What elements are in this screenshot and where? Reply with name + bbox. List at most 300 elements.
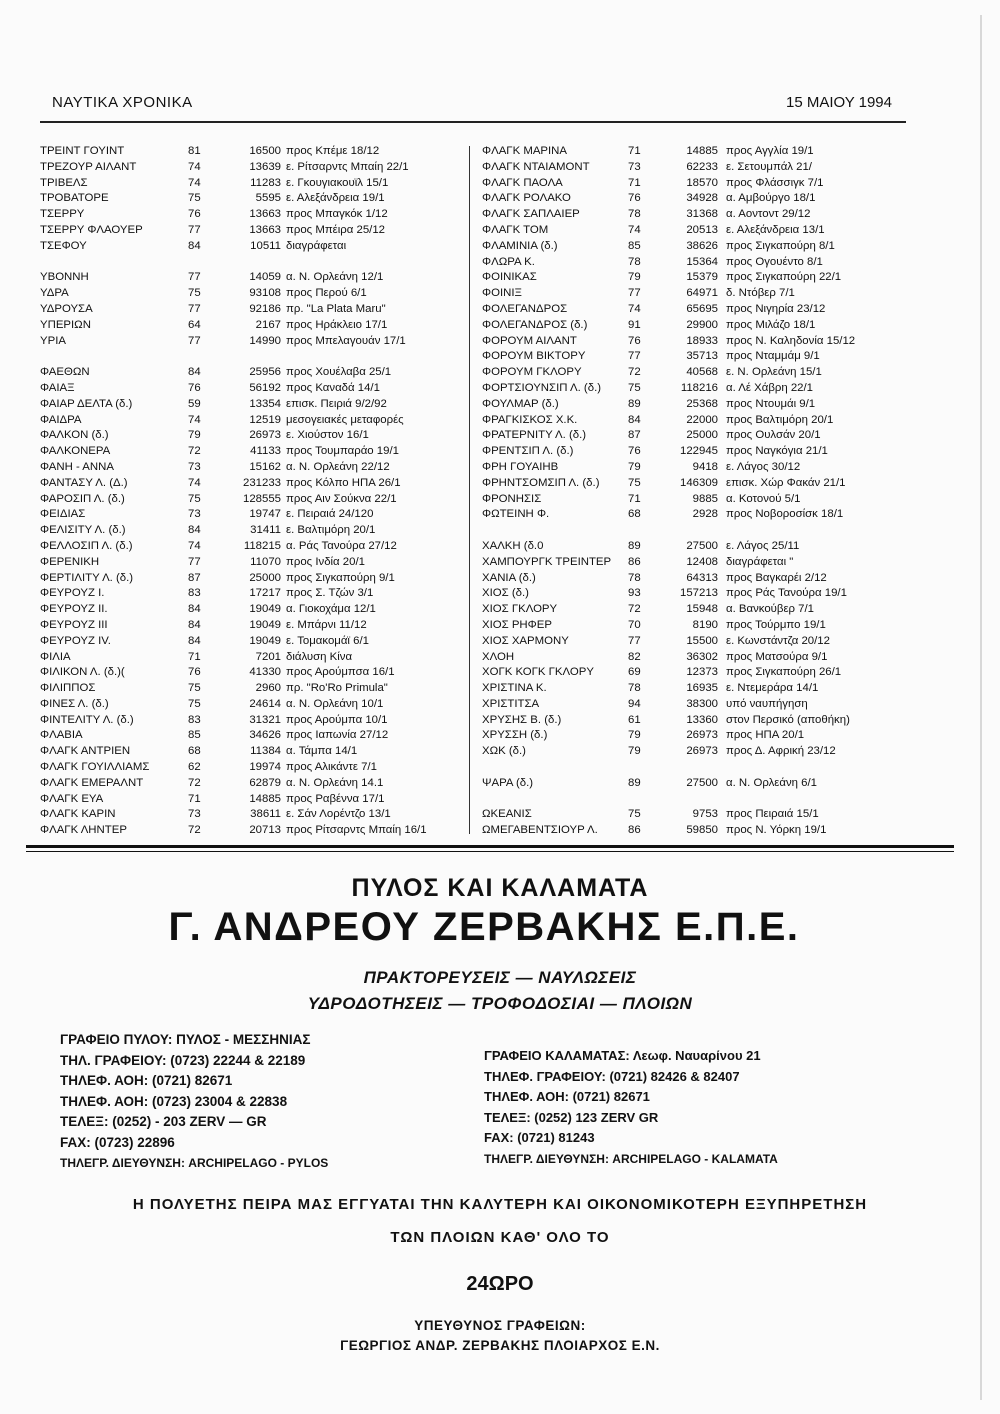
ship-tonnage: 25956	[249, 366, 281, 379]
ship-row	[38, 682, 463, 698]
ship-row	[476, 682, 906, 698]
ship-name: ΦΛΑΓΚ ΓΟΥΙΛΛΙΑΜΣ	[40, 761, 150, 774]
ship-name: ΦΑΙΔΡΑ	[40, 413, 82, 426]
ship-name: ΥΔΡΟΥΣΑ	[40, 302, 93, 315]
ship-tonnage: 146309	[679, 476, 718, 489]
ship-row	[476, 603, 906, 619]
ship-name: ΧΙΟΣ (δ.)	[482, 587, 529, 600]
ship-tonnage: 14990	[249, 334, 281, 347]
ship-row	[38, 382, 463, 398]
ship-row	[38, 445, 463, 461]
ship-tonnage: 15379	[686, 271, 718, 284]
ship-year: 71	[628, 145, 641, 157]
ship-row	[38, 398, 463, 414]
ship-name: ΦΙΝΕΣ Λ. (δ.)	[40, 697, 109, 710]
advert-hours: 24ΩΡΟ	[466, 1273, 534, 1295]
ship-row	[476, 366, 906, 382]
ship-year: 94	[628, 697, 641, 710]
ship-tonnage: 15948	[686, 603, 718, 616]
ship-row	[476, 319, 906, 335]
ship-row	[38, 698, 463, 714]
ship-tonnage: 22000	[686, 413, 718, 426]
ship-year: 87	[188, 571, 201, 584]
ship-row	[38, 192, 463, 208]
ship-year: 79	[628, 460, 641, 473]
ship-row	[476, 729, 906, 745]
ship-row	[38, 414, 463, 430]
ship-tonnage: 13360	[686, 713, 718, 726]
ship-name: ΦΕΡΕΝΙΚΗ	[40, 555, 100, 568]
ship-name: ΦΙΝΤΕΛΙΤΥ Λ. (δ.)	[40, 713, 134, 726]
ship-name: ΦΟΡΟΥΜ ΒΙΚΤΟΡΥ	[482, 350, 586, 363]
ship-row	[476, 398, 906, 414]
ship-year: 77	[188, 334, 201, 347]
ship-name: ΦΟΙΝΙΚΑΣ	[482, 271, 537, 284]
ship-name: ΦΛΑΜΙΝΙΑ (δ.)	[482, 239, 558, 252]
list-gap	[38, 256, 463, 272]
ship-year: 74	[188, 539, 201, 552]
ship-tonnage: 11070	[250, 555, 281, 568]
ship-status: ε. Αλεξάνδρεια 13/1	[726, 223, 825, 236]
ship-name: ΦΑΙΑΞ	[40, 381, 75, 394]
ship-year: 76	[628, 445, 641, 458]
ship-year: 82	[628, 650, 641, 663]
ship-tonnage: 7201	[255, 650, 281, 663]
ship-name: ΦΑΛΚΟΝ (δ.)	[40, 429, 109, 442]
ship-row	[38, 635, 463, 651]
ship-year: 85	[628, 239, 641, 252]
ship-status: προς Αρούμπσα 16/1	[286, 666, 395, 679]
issue-date: 15 ΜΑΙΟΥ 1994	[786, 94, 892, 111]
publication-title: ΝΑΥΤΙΚΑ ΧΡΟΝΙΚΑ	[52, 94, 193, 111]
ship-tonnage: 13354	[249, 397, 281, 410]
ship-year: 75	[188, 287, 201, 300]
ship-row	[38, 303, 463, 319]
ship-year: 76	[188, 208, 201, 221]
ship-year: 76	[188, 381, 201, 394]
ship-name: ΦΑΝΗ - ΑΝΝΑ	[40, 460, 114, 473]
ship-status: προς Ηράκλειο 17/1	[286, 318, 388, 331]
ship-status: προς Τούρμπο 19/1	[726, 618, 826, 631]
ship-name: ΦΙΛΙΑ	[40, 650, 71, 663]
ship-row	[476, 287, 906, 303]
ship-year: 75	[628, 476, 641, 489]
ship-row	[38, 493, 463, 509]
ship-name: ΧΙΟΣ ΧΑΡΜΟΝΥ	[482, 634, 569, 647]
ship-name: ΤΡΟΒΑΤΟΡΕ	[40, 192, 109, 205]
ship-status: προς Ματσούρα 9/1	[726, 650, 828, 663]
ship-row	[476, 824, 906, 840]
ship-year: 62	[188, 761, 201, 774]
ship-status: προς Ογουέντο 8/1	[726, 255, 823, 268]
ship-status: ε. Λάγος 25/11	[726, 539, 800, 552]
ship-row	[476, 461, 906, 477]
ship-name: ΤΣΕΡΡΥ ΦΛΑΟΥΕΡ	[40, 223, 143, 236]
ship-name: ΧΛΟΗ	[482, 650, 515, 663]
ship-year: 71	[188, 650, 201, 663]
ship-status: δ. Ντόβερ 7/1	[726, 287, 795, 300]
ship-name: ΦΑΕΘΩΝ	[40, 366, 90, 379]
ship-tonnage: 34626	[249, 729, 281, 742]
header-rule	[40, 121, 906, 123]
ship-name: ΦΕΛΛΟΣΙΠ Λ. (δ.)	[40, 539, 133, 552]
ship-name: ΥΒΟΝΝΗ	[40, 271, 89, 284]
ship-name: ΤΣΕΦΟΥ	[40, 239, 87, 252]
ship-status: προς Σ. Τζών 3/1	[286, 587, 374, 600]
ship-row	[38, 777, 463, 793]
ship-tonnage: 41330	[249, 666, 281, 679]
ship-year: 75	[188, 697, 201, 710]
ship-year: 74	[188, 176, 201, 189]
ship-year: 89	[628, 539, 641, 552]
ship-tonnage: 64313	[686, 571, 718, 584]
ship-status: προς Περού 6/1	[286, 287, 367, 300]
ship-year: 77	[188, 555, 201, 568]
ship-row	[476, 651, 906, 667]
ship-year: 87	[628, 429, 641, 442]
ship-tonnage: 16935	[686, 682, 718, 695]
ship-name: ΦΛΑΓΚ ΠΑΟΛΑ	[482, 176, 563, 189]
ship-row	[476, 224, 906, 240]
ship-name: ΦΛΑΓΚ ΑΝΤΡΙΕΝ	[40, 745, 131, 758]
ship-year: 68	[188, 745, 201, 758]
ship-tonnage: 24614	[249, 697, 281, 710]
ship-year: 83	[188, 587, 201, 600]
ship-year: 84	[188, 366, 201, 379]
office-kalamata-line: ΤΕΛΕΞ: (0252) 123 ZERV GR	[484, 1109, 659, 1125]
ship-name: ΦΕΥΡΟΥΖ ΙΙΙ	[40, 618, 108, 631]
ship-status: α. Λέ Χάβρη 22/1	[726, 381, 814, 394]
ship-name: ΦΑΛΚΟΝΕΡΑ	[40, 445, 111, 458]
ship-row	[476, 240, 906, 256]
ship-name: ΦΡΕΝΤΣΙΠ Λ. (δ.)	[482, 445, 574, 458]
ship-status: ε. Μπάρνι 11/12	[286, 618, 367, 631]
ship-status: ε. Γκουγιακουϊλ 15/1	[286, 176, 389, 189]
ship-status: ε. Πειραιά 24/120	[286, 508, 374, 521]
ship-name: ΦΡΗ ΓΟΥΑΙΗΒ	[482, 460, 559, 473]
ship-tonnage: 2928	[692, 508, 718, 521]
ship-tonnage: 92186	[249, 302, 281, 315]
ship-status: στον Περσικό (αποθήκη)	[726, 713, 850, 726]
ship-row	[38, 572, 463, 588]
ship-year: 86	[628, 824, 641, 837]
ship-tonnage: 62233	[686, 160, 718, 173]
list-gap	[476, 524, 906, 540]
ship-status: προς Τουμπαράο 19/1	[286, 445, 399, 458]
ship-tonnage: 18570	[686, 176, 718, 189]
ship-name: ΧΙΟΣ ΓΚΛΟΡΥ	[482, 603, 558, 616]
ship-row	[476, 556, 906, 572]
ship-list-right-column	[476, 145, 906, 840]
ship-year: 78	[628, 571, 641, 584]
ship-name: ΦΟΡΤΣΙΟΥΝΣΙΠ Λ. (δ.)	[482, 381, 602, 394]
ship-tonnage: 17217	[249, 587, 281, 600]
ship-tonnage: 11384	[250, 745, 281, 758]
ship-name: ΦΑΙΑΡ ΔΕΛΤΑ (δ.)	[40, 397, 133, 410]
office-kalamata-block	[484, 1046, 778, 1169]
office-pylos-line: FAX: (0723) 22896	[60, 1134, 175, 1150]
ship-year: 84	[188, 618, 201, 631]
ship-status: ε. Ντεμεράρα 14/1	[726, 682, 819, 695]
ship-name: ΥΠΕΡΙΩΝ	[40, 318, 91, 331]
ship-tonnage: 27500	[686, 539, 718, 552]
ship-status: προς Νοβοροσίσκ 18/1	[726, 508, 844, 521]
ship-status: α. Τάμπα 14/1	[286, 745, 358, 758]
ship-year: 69	[628, 666, 641, 679]
ship-year: 77	[628, 287, 641, 300]
ship-year: 78	[628, 255, 641, 268]
ship-status: προς Μιλάζο 18/1	[726, 318, 816, 331]
office-kalamata-line: ΤΗΛΕΓΡ. ΔΙΕΥΘΥΝΣΗ: ARCHIPELAGO - KALAMATA	[484, 1151, 778, 1166]
ship-tonnage: 93108	[249, 287, 281, 300]
ship-status: ε. Τομακομάϊ 6/1	[286, 634, 369, 647]
ship-row	[38, 619, 463, 635]
ship-row	[476, 192, 906, 208]
ship-status: α. Βανκούβερ 7/1	[726, 603, 815, 616]
ship-status: α. Γιοκοχάμα 12/1	[286, 603, 376, 616]
ship-row	[476, 271, 906, 287]
ship-tonnage: 31321	[249, 713, 281, 726]
ship-year: 73	[188, 460, 201, 473]
ship-year: 84	[188, 239, 201, 252]
ship-year: 93	[628, 587, 641, 600]
responsible-name: ΓΕΩΡΓΙΟΣ ΑΝΔΡ. ΖΕΡΒΑΚΗΣ ΠΛΟΙΑΡΧΟΣ Ε.Ν.	[340, 1338, 660, 1353]
office-pylos-line: ΤΗΛΕΦ. ΑΟΗ: (0723) 23004 & 22838	[60, 1093, 288, 1109]
ship-name: ΦΑΡΟΣΙΠ Λ. (δ.)	[40, 492, 125, 505]
ship-status: προς Σιγκαπούρη 8/1	[726, 239, 835, 252]
ship-status: ε. Κωνστάντζα 20/12	[726, 634, 830, 647]
ship-year: 83	[188, 713, 201, 726]
ship-status: προς Νιγηρία 23/12	[726, 302, 826, 315]
ship-status: προς Καναδά 14/1	[286, 381, 380, 394]
ship-tonnage: 27500	[686, 776, 718, 789]
ship-status: α. Ν. Ορλεάνη 10/1	[286, 697, 384, 710]
ship-tonnage: 36302	[686, 650, 718, 663]
ship-tonnage: 35713	[686, 350, 718, 363]
ship-name: ΦΟΛΕΓΑΝΔΡΟΣ	[482, 302, 568, 315]
ship-row	[476, 350, 906, 366]
advert-services-line-2: ΥΔΡΟΔΟΤΗΣΕΙΣ — ΤΡΟΦΟΔΟΣΙΑΙ — ΠΛΟΙΩΝ	[307, 994, 693, 1013]
ship-status: προς Αρούμπα 10/1	[286, 713, 388, 726]
ship-year: 84	[628, 413, 641, 426]
ship-status: α. Αοντοντ 29/12	[726, 208, 811, 221]
ship-tonnage: 31368	[686, 208, 718, 221]
ship-status: προς Ν. Υόρκη 19/1	[726, 824, 827, 837]
ship-status: προς Ραβέννα 17/1	[286, 792, 385, 805]
ship-row	[38, 240, 463, 256]
ship-tonnage: 13663	[249, 208, 281, 221]
ship-status: ε. Σετουμπάλ 21/	[726, 160, 812, 173]
ship-row	[38, 556, 463, 572]
ship-tonnage: 10511	[250, 239, 281, 252]
ship-row	[476, 619, 906, 635]
ship-year: 77	[188, 302, 201, 315]
ship-year: 72	[188, 445, 201, 458]
ship-row	[38, 429, 463, 445]
ship-row	[38, 540, 463, 556]
ship-name: ΩΚΕΑΝΙΣ	[482, 808, 532, 821]
ship-status: προς Κόλπο ΗΠΑ 26/1	[286, 476, 401, 489]
ship-row	[476, 540, 906, 556]
ship-status: μεσογειακές μεταφορές	[286, 413, 404, 426]
ship-tonnage: 14059	[249, 271, 281, 284]
ship-status: προς Σιγκαπούρη 26/1	[726, 666, 842, 679]
ship-year: 71	[628, 492, 641, 505]
ship-name: ΦΩΤΕΙΝΗ Φ.	[482, 508, 550, 521]
ship-tonnage: 38611	[250, 808, 281, 821]
ship-status: πρ. "La Plata Maru"	[286, 302, 386, 315]
ship-row	[476, 335, 906, 351]
ship-row	[476, 745, 906, 761]
ship-tonnage: 12519	[249, 413, 281, 426]
ship-tonnage: 118215	[243, 539, 281, 552]
responsible-label: ΥΠΕΥΘΥΝΟΣ ΓΡΑΦΕΙΩΝ:	[414, 1318, 586, 1333]
ship-name: ΦΛΑΓΚ ΡΟΛΑΚΟ	[482, 192, 571, 205]
advert-slogan-line-1: Η ΠΟΛΥΕΤΗΣ ΠΕΙΡΑ ΜΑΣ ΕΓΓΥΑΤΑΙ ΤΗΝ ΚΑΛΥΤΕΡΗ ΚΑΙ ΟΙΚΟΝΟΜΙΚΟΤΕΡΗ ΕΞΥΠΗΡΕΤΗΣΗ	[132, 1196, 868, 1213]
ship-year: 64	[188, 318, 201, 331]
ship-status: προς Ναγκόγια 21/1	[726, 445, 828, 458]
ship-status: α. Ν. Ορλεάνη 12/1	[286, 271, 384, 284]
ship-name: ΧΡΙΣΤΙΤΣΑ	[482, 697, 540, 710]
ship-status: ε. Βαλτιμόρη 20/1	[286, 524, 376, 537]
ship-row	[476, 698, 906, 714]
ship-status: προς Πειραιά 15/1	[726, 808, 819, 821]
ship-row	[476, 508, 906, 524]
ship-name: ΧΡΥΣΗΣ Β. (δ.)	[482, 713, 562, 726]
ship-row	[38, 477, 463, 493]
ship-row	[476, 587, 906, 603]
office-pylos-line: ΤΕΛΕΞ: (0252) - 203 ZERV — GR	[60, 1114, 267, 1129]
ship-year: 85	[188, 729, 201, 742]
ship-tonnage: 157213	[679, 587, 718, 600]
ship-status: α. Ράς Τανούρα 27/12	[286, 539, 397, 552]
ship-status: επισκ. Χώρ Φακάν 21/1	[726, 476, 846, 489]
ship-year: 74	[188, 413, 201, 426]
ship-tonnage: 26973	[686, 729, 718, 742]
office-pylos-line: ΤΗΛΕΓΡ. ΔΙΕΥΘΥΝΣΗ: ARCHIPELAGO - PYLOS	[60, 1156, 329, 1170]
ship-row	[38, 761, 463, 777]
ship-row	[38, 319, 463, 335]
ship-tonnage: 19049	[249, 618, 281, 631]
ship-year: 61	[628, 713, 641, 726]
ship-tonnage: 65695	[686, 302, 718, 315]
ship-row	[476, 777, 906, 793]
ship-year: 73	[628, 160, 641, 173]
ship-status: ε. Ρίτσαρντς Μπαίη 22/1	[286, 160, 409, 173]
ship-status: ε. Αλεξάνδρεια 19/1	[286, 192, 385, 205]
ship-tonnage: 14885	[249, 792, 281, 805]
ship-row	[476, 666, 906, 682]
ship-name: ΦΡΑΓΚΙΣΚΟΣ Χ.Κ.	[482, 413, 578, 426]
ship-year: 73	[188, 508, 201, 521]
ship-row	[38, 208, 463, 224]
ship-year: 91	[628, 318, 641, 331]
ship-year: 76	[628, 192, 641, 205]
ship-status: ε. Λάγος 30/12	[726, 460, 801, 473]
ship-status: διαγράφεται "	[726, 555, 794, 568]
ship-tonnage: 14885	[686, 145, 718, 157]
ship-year: 81	[188, 145, 201, 157]
ship-list-left-column	[38, 145, 463, 840]
ship-year: 77	[628, 634, 641, 647]
ship-tonnage: 128555	[242, 492, 281, 505]
ship-row	[476, 714, 906, 730]
ship-year: 68	[628, 508, 641, 521]
ship-name: ΦΕΥΡΟΥΖ ΙV.	[40, 634, 111, 647]
ship-row	[476, 635, 906, 651]
ship-row	[38, 287, 463, 303]
office-pylos-line: ΤΗΛΕΦ. ΑΟΗ: (0721) 82671	[60, 1073, 233, 1088]
office-kalamata-line: ΤΗΛΕΦ. ΑΟΗ: (0721) 82671	[484, 1089, 650, 1104]
ship-status: προς Μπέιρα 25/12	[286, 223, 386, 236]
ship-status: προς Μπαγκόκ 1/12	[286, 208, 388, 221]
ship-tonnage: 16500	[249, 145, 281, 157]
ship-tonnage: 19049	[249, 634, 281, 647]
ship-row	[38, 224, 463, 240]
ship-year: 75	[188, 492, 201, 505]
office-kalamata-line: ΤΗΛΕΦ. ΓΡΑΦΕΙΟΥ: (0721) 82426 & 82407	[484, 1068, 740, 1084]
ship-year: 77	[188, 223, 201, 236]
ship-name: ΦΟΥΛΜΑΡ (δ.)	[482, 397, 559, 410]
ship-row	[38, 366, 463, 382]
ship-row	[476, 145, 906, 161]
ship-row	[38, 461, 463, 477]
ship-status: α. Ν. Ορλεάνη 22/12	[286, 460, 390, 473]
ship-name: ΦΛΑΓΚ ΕΜΕΡΑΛΝΤ	[40, 776, 144, 789]
ship-year: 89	[628, 397, 641, 410]
ship-name: ΦΟΡΟΥΜ ΑΙΛΑΝΤ	[482, 334, 577, 347]
ship-year: 74	[628, 302, 641, 315]
office-kalamata-line: FAX: (0721) 81243	[484, 1130, 595, 1145]
ship-tonnage: 38300	[686, 697, 718, 710]
ship-status: προς Ν. Καληδονία 15/12	[726, 334, 856, 347]
ship-year: 75	[628, 381, 641, 394]
ship-row	[476, 303, 906, 319]
advert-top-rule	[26, 845, 954, 848]
ship-name: ΦΟΙΝΙΞ	[482, 287, 522, 300]
ship-tonnage: 8190	[692, 618, 718, 631]
ship-tonnage: 20513	[686, 223, 718, 236]
list-gap	[476, 761, 906, 777]
office-pylos-line: ΤΗΛ. ΓΡΑΦΕΙΟΥ: (0723) 22244 & 22189	[60, 1052, 306, 1068]
ship-name: ΦΛΑΓΚ ΝΤΑΙΑΜΟΝΤ	[482, 160, 590, 173]
ship-year: 79	[628, 271, 641, 284]
ship-row	[38, 177, 463, 193]
ship-name: ΦΡΗΝΤΣΟΜΣΙΠ Λ. (δ.)	[482, 476, 600, 489]
ship-row	[476, 493, 906, 509]
ship-name: ΩΜΕΓΑΒΕΝΤΣΙΟΥΡ Λ.	[482, 824, 598, 837]
ship-year: 78	[628, 682, 641, 695]
ship-year: 74	[188, 160, 201, 173]
ship-year: 77	[628, 350, 641, 363]
ship-year: 75	[188, 682, 201, 695]
ship-tonnage: 15364	[686, 255, 718, 268]
ship-name: ΧΩΚ (δ.)	[482, 745, 526, 758]
office-kalamata-line: ΓΡΑΦΕΙΟ ΚΑΛΑΜΑΤΑΣ: Λεωφ. Ναυαρίνου 21	[484, 1048, 761, 1063]
ship-row	[476, 208, 906, 224]
advert-services-line-1: ΠΡΑΚΤΟΡΕΥΣΕΙΣ — ΝΑΥΛΩΣΕΙΣ	[363, 968, 637, 987]
ship-tonnage: 9418	[692, 460, 718, 473]
ship-status: προς Φλάσσιγκ 7/1	[726, 176, 824, 189]
ship-year: 79	[188, 429, 201, 442]
ship-status: προς Σιγκαπούρη 9/1	[286, 571, 395, 584]
ship-status: διάλυση Κίνα	[286, 650, 353, 663]
ship-row	[476, 429, 906, 445]
ship-status: ε. Ν. Ορλεάνη 15/1	[726, 366, 822, 379]
ship-status: ε. Χιούστον 16/1	[286, 429, 369, 442]
ship-status: προς Αλικάντε 7/1	[286, 761, 377, 774]
ship-tonnage: 2167	[255, 318, 281, 331]
